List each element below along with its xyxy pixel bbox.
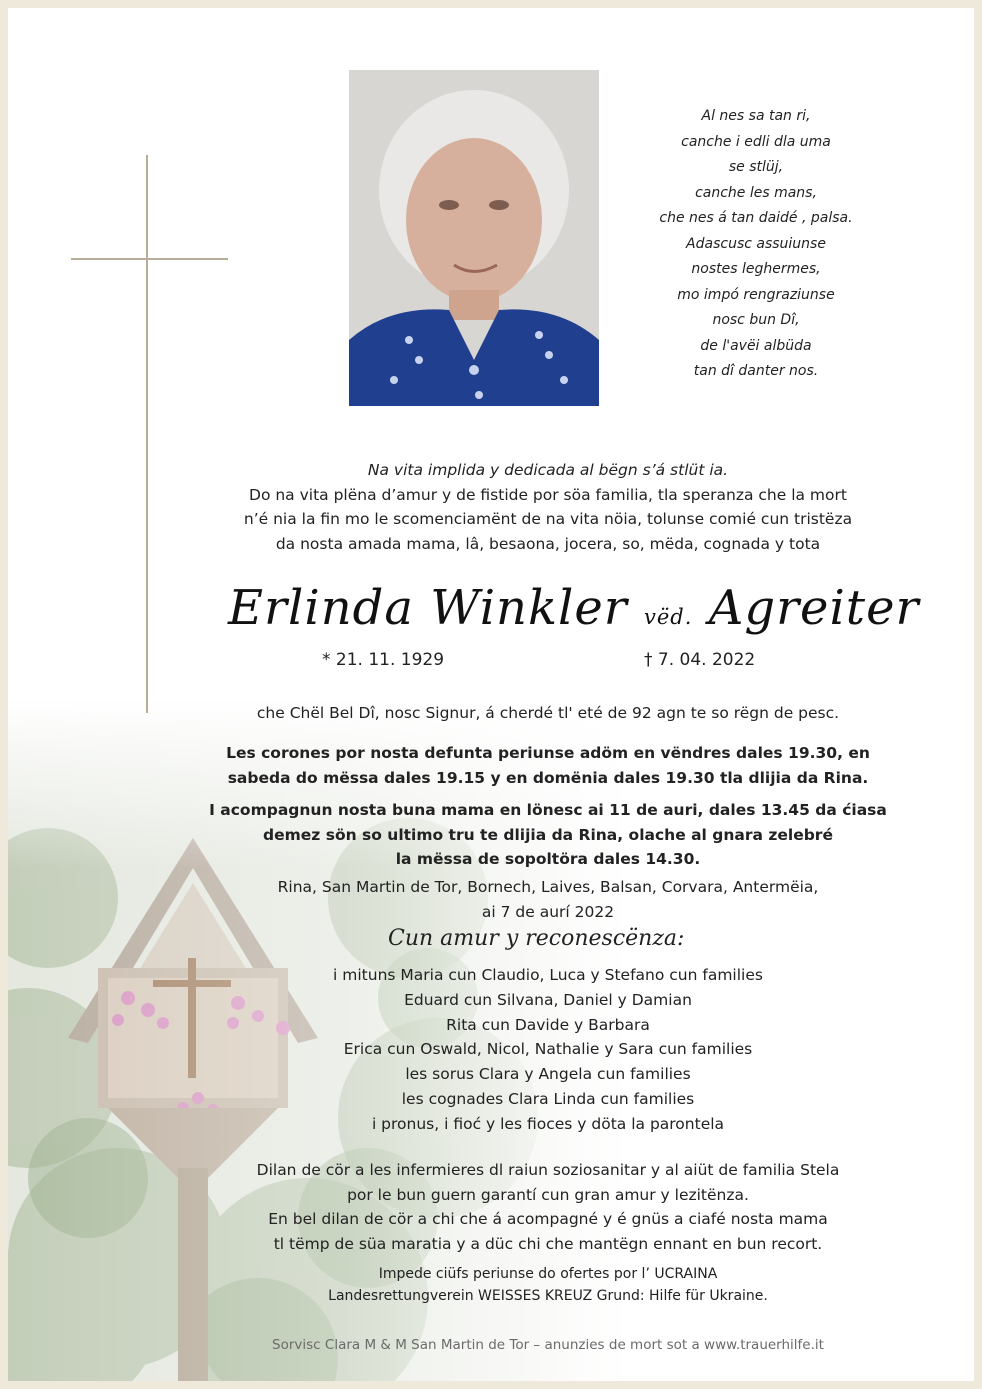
mourner-line: i pronus, i fioć y les fioces y döta la parontela [371,1114,725,1133]
gratitude-line: En bel dilan de cör a chi che á acompagné y é gnüs a ciafé nosta mama [268,1210,828,1228]
poem [636,104,876,385]
gratitude-line: tl tëmp de süa maratia y a düc chi che mantëgn ennant en bun recort. [273,1234,823,1253]
funeral-line: demez sön so ultimo tru te dlijia da Rina, olache al gnara zelebré [263,825,833,844]
donation-line: Impede ciüfs periunse do ofertes por l’ UCRAINA [378,1266,718,1282]
mourner-line: Erica cun Oswald, Nicol, Nathalie y Sara cun families [343,1040,753,1059]
obituary-card [8,8,974,1381]
poem-line: tan dî danter nos. [693,363,819,379]
cross-icon-bar [71,258,228,260]
rosary-line: sabeda do mëssa dales 19.15 y en domënia dales 19.30 tla dlijia da Rina. [227,768,869,787]
place-line: Rina, San Martin de Tor, Bornech, Laives, Balsan, Corvara, Antermëia, [277,878,819,896]
deceased-name [228,580,920,636]
rosary-info [188,741,908,790]
intro-line: n’é nia la fin mo le scomenciamënt de na vita nöia, tolunse comié cun tristëza [243,510,853,528]
poem-line: canche les mans, [695,184,817,201]
poem-line: nosc bun Dî, [712,312,800,328]
intro-line: da nosta amada mama, lâ, besaona, jocera, so, mëda, cognada y tota [275,534,821,553]
poem-line: se stlüj, [728,159,784,175]
rosary-line: Les corones por nosta defunta periunse adöm en vëndres dales 19.30, en [226,744,870,762]
intro-text [188,458,908,556]
mourner-line: Rita cun Davide y Barbara [446,1015,650,1034]
mourner-line: les sorus Clara y Angela cun families [405,1065,691,1084]
donation-note [188,1263,908,1307]
widow-prefix: vëd. [644,605,693,629]
poem-line: Adascusc assuiunse [686,235,826,252]
funeral-line: la mëssa de sopoltöra dales 14.30. [395,850,701,868]
deceased-maiden-name: Agreiter [708,580,920,636]
funeral-info [188,798,908,872]
mourners-heading: Cun amur y reconescënza: [388,926,685,951]
poem-line: mo impó rengraziunse [677,286,835,303]
death-announcement: che Chël Bel Dî, nosc Signur, á cherdé tl' eté de 92 agn te so rëgn de pesc. [256,704,840,722]
death-date: † 7. 04. 2022 [644,650,756,670]
donation-line: Landesrettungverein WEISSES KREUZ Grund: Hilfe für Ukraine. [328,1288,768,1304]
poem-line: nostes leghermes, [691,261,821,277]
portrait-photo [349,70,599,406]
intro-line: Do na vita plëna d’amur y de fistide por söa familia, tla speranza che la mort [249,485,847,504]
place-line: ai 7 de aurí 2022 [481,902,615,921]
poem-line: canche i edli dla uma [681,133,831,150]
gratitude-line: por le bun guern garantí cun gran amur y lezitënza. [347,1185,749,1204]
mourner-line: i mituns Maria cun Claudio, Luca y Stefano cun families [333,966,763,984]
funeral-line: I acompagnun nosta buna mama en lönesc ai 11 de auri, dales 13.45 da ćiasa [209,801,887,819]
mourner-line: Eduard cun Silvana, Daniel y Damian [404,990,692,1009]
intro-line: Na vita implida y dedicada al bëgn s’á stlüt ia. [367,461,729,479]
mourner-line: les cognades Clara Linda cun families [401,1089,695,1108]
place-date [188,875,908,924]
gratitude-text [188,1158,908,1256]
poem-line: de l'avëi albüda [700,337,812,354]
poem-line: Al nes sa tan ri, [701,108,811,124]
footer-credit: Sorvisc Clara M & M San Martin de Tor – anunzies de mort sot a www.trauerhilfe.it [272,1337,824,1353]
gratitude-line: Dilan de cör a les infermieres dl raiun soziosanitar y al aiüt de familia Stela [256,1161,840,1179]
poem-line: che nes á tan daidé , palsa. [659,210,853,226]
mourners-list [268,963,828,1137]
deceased-first-name: Erlinda Winkler [228,580,628,636]
birth-date: * 21. 11. 1929 [322,650,445,670]
cross-icon [146,155,148,713]
